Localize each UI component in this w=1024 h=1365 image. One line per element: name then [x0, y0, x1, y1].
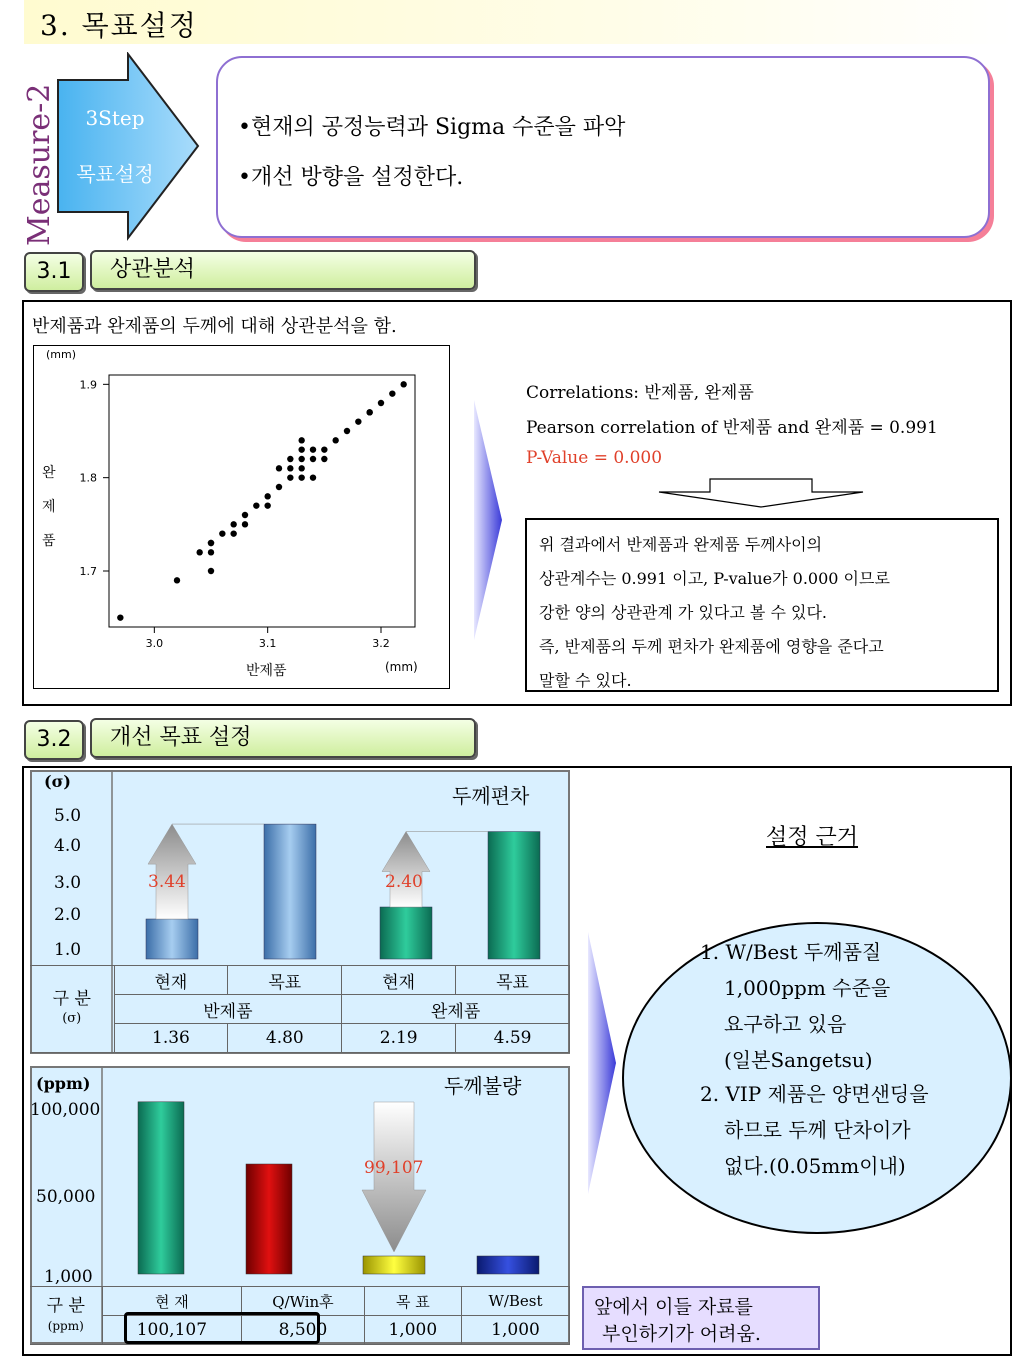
ppm-title: 두께불량: [444, 1074, 522, 1098]
ppm-cell: 100,107: [102, 1316, 242, 1345]
sigma-col: 현재: [114, 966, 228, 995]
ppm-gap-label: 99,107: [364, 1158, 424, 1178]
ppm-bar: [477, 1256, 539, 1274]
highlight-box: [124, 1312, 320, 1344]
ppm-cell: 8,500: [242, 1316, 364, 1345]
sigma-col: 목표: [228, 966, 342, 995]
pointer-triangle-icon: [474, 400, 504, 640]
ppm-col: W/Best: [461, 1287, 569, 1316]
scatter-point: [196, 549, 202, 555]
scatter-point: [298, 437, 304, 443]
scatter-point: [298, 474, 304, 480]
step-arrow-icon: [56, 52, 202, 242]
sigma-group: 반제품: [114, 995, 342, 1024]
conclusion-line-3: 강한 양의 상관관계 가 있다고 볼 수 있다.: [539, 603, 827, 622]
x-tick-label: 3.0: [145, 637, 164, 650]
note-line-2: 부인하기가 어려움.: [602, 1323, 761, 1345]
scatter-point: [332, 437, 338, 443]
down-arrow-icon: [656, 478, 866, 508]
pearson-line: Pearson correlation of 반제품 and 완제품 = 0.991: [526, 418, 938, 438]
sigma-gap-label-2: 2.40: [385, 872, 423, 892]
scatter-point: [298, 465, 304, 471]
scatter-xlabel: 반제품: [246, 663, 287, 679]
p-value-line: P-Value = 0.000: [526, 448, 663, 468]
conclusion-line-1: 위 결과에서 반제품과 완제품 두께사이의: [539, 535, 823, 554]
basis-line: 요구하고 있음: [724, 1012, 847, 1036]
ppm-ytick: 100,000: [30, 1100, 101, 1120]
scatter-point: [321, 456, 327, 462]
basis-title: 설정 근거: [766, 825, 859, 850]
section-number-1: 3.1: [24, 252, 84, 292]
phase-label: Measure-2: [22, 83, 57, 246]
scatter-point: [321, 446, 327, 452]
sigma-cell: 2.19: [342, 1024, 456, 1053]
ppm-ytick: 50,000: [36, 1187, 96, 1207]
sigma-bar: [264, 824, 316, 959]
ppm-unit: (ppm): [36, 1074, 91, 1093]
scatter-point: [276, 484, 282, 490]
sigma-ytick: 4.0: [54, 836, 82, 856]
scatter-point: [366, 409, 372, 415]
scatter-ylabel-1: 완: [42, 465, 56, 481]
sigma-bar: [488, 832, 540, 959]
scatter-unit-top: (mm): [46, 348, 77, 361]
goal-item-1: •현재의 공정능력과 Sigma 수준을 파악: [238, 115, 626, 140]
ppm-row-label: 구 분: [46, 1295, 85, 1316]
sigma-gap-label-1: 3.44: [148, 872, 186, 892]
x-tick-label: 3.2: [372, 637, 390, 650]
scatter-point: [264, 502, 270, 508]
scatter-point: [117, 614, 123, 620]
scatter-plot: [33, 345, 450, 689]
scatter-point: [310, 446, 316, 452]
ppm-bar: [246, 1164, 292, 1274]
note-box: [582, 1286, 820, 1350]
sigma-bar: [380, 907, 432, 959]
goal-item-2: •개선 방향을 설정한다.: [238, 165, 464, 190]
section-title-1: 상관분석: [90, 250, 476, 290]
ppm-col: Q/Win후: [242, 1287, 364, 1316]
sigma-cell: 4.80: [228, 1024, 342, 1053]
conclusion-line-2: 상관계수는 0.991 이고, P-value가 0.000 이므로: [539, 569, 890, 588]
sigma-ytick: 2.0: [54, 905, 82, 925]
scatter-point: [310, 474, 316, 480]
scatter-point: [276, 465, 282, 471]
scatter-point: [400, 381, 406, 387]
correlation-intro: 반제품과 완제품의 두께에 대해 상관분석을 함.: [32, 316, 397, 337]
ppm-cell: 1,000: [364, 1316, 461, 1345]
ppm-cell: 1,000: [461, 1316, 569, 1345]
scatter-point: [208, 540, 214, 546]
sigma-ytick: 3.0: [54, 873, 82, 893]
scatter-point: [298, 456, 304, 462]
basis-line: 1. W/Best 두께품질: [700, 940, 882, 964]
conclusion-box: [525, 518, 999, 692]
step-number: 3Step: [85, 106, 145, 130]
conclusion-line-4: 즉, 반제품의 두께 편차가 완제품에 영향을 준다고: [539, 637, 884, 656]
sigma-unit: (σ): [44, 772, 71, 791]
ppm-col: 목 표: [364, 1287, 461, 1316]
scatter-xunit: (mm): [385, 660, 418, 674]
scatter-point: [287, 456, 293, 462]
scatter-point: [230, 530, 236, 536]
scatter-point: [264, 493, 270, 499]
scatter-point: [208, 549, 214, 555]
ppm-row-unit: (ppm): [47, 1318, 84, 1333]
scatter-point: [253, 502, 259, 508]
section-number-2: 3.2: [24, 720, 84, 760]
sigma-col: 현재: [342, 966, 456, 995]
ppm-bar: [138, 1102, 184, 1274]
improvement-arrow-icon: [382, 832, 430, 907]
pointer-triangle-icon: [588, 932, 618, 1194]
ppm-bar: [363, 1256, 425, 1274]
sigma-row-header: [30, 966, 114, 1053]
sigma-title: 두께편차: [452, 784, 530, 808]
correlation-heading: Correlations: 반제품, 완제품: [526, 383, 754, 403]
scatter-point: [208, 568, 214, 574]
scatter-point: [230, 521, 236, 527]
sigma-group: 완제품: [342, 995, 570, 1024]
scatter-point: [378, 400, 384, 406]
scatter-point: [355, 418, 361, 424]
scatter-point: [174, 577, 180, 583]
scatter-point: [310, 456, 316, 462]
scatter-point: [344, 428, 350, 434]
sigma-ytick: 5.0: [54, 806, 82, 826]
sigma-bar: [146, 919, 198, 959]
basis-line: 없다.(0.05mm이내): [724, 1154, 906, 1178]
scatter-point: [242, 521, 248, 527]
y-tick-label: 1.8: [79, 471, 97, 485]
sigma-table: [30, 965, 570, 1053]
ppm-row-header: [30, 1287, 102, 1345]
scatter-ylabel-2: 제: [42, 499, 56, 515]
sigma-cell: 4.59: [456, 1024, 570, 1053]
x-tick-label: 3.1: [258, 637, 277, 650]
goal-box: [216, 56, 990, 238]
scatter-point: [298, 446, 304, 452]
scatter-point: [389, 390, 395, 396]
page-title: 3. 목표설정: [40, 9, 198, 42]
sigma-ytick: 1.0: [54, 940, 82, 960]
basis-line: 하므로 두께 단차이가: [724, 1118, 911, 1142]
scatter-point: [287, 474, 293, 480]
sigma-row-label: 구 분: [52, 989, 91, 1009]
scatter-point: [219, 530, 225, 536]
step-name: 목표설정: [76, 162, 154, 186]
conclusion-line-5: 말할 수 있다.: [539, 671, 632, 690]
section-title-2: 개선 목표 설정: [90, 718, 476, 758]
ppm-ytick: 1,000: [44, 1267, 93, 1287]
basis-line: (일본Sangetsu): [724, 1048, 873, 1072]
sigma-row-unit: (σ): [62, 1011, 82, 1026]
sigma-cell: 1.36: [114, 1024, 228, 1053]
basis-line: 2. VIP 제품은 양면샌딩을: [700, 1082, 929, 1106]
scatter-point: [242, 512, 248, 518]
ppm-col: 현 재: [102, 1287, 242, 1316]
scatter-point: [287, 465, 293, 471]
note-line-1: 앞에서 이들 자료를: [594, 1296, 753, 1318]
y-tick-label: 1.9: [79, 378, 97, 392]
y-tick-label: 1.7: [79, 565, 97, 578]
sigma-col: 목표: [456, 966, 570, 995]
scatter-ylabel-3: 품: [42, 533, 56, 549]
basis-line: 1,000ppm 수준을: [724, 976, 891, 1000]
